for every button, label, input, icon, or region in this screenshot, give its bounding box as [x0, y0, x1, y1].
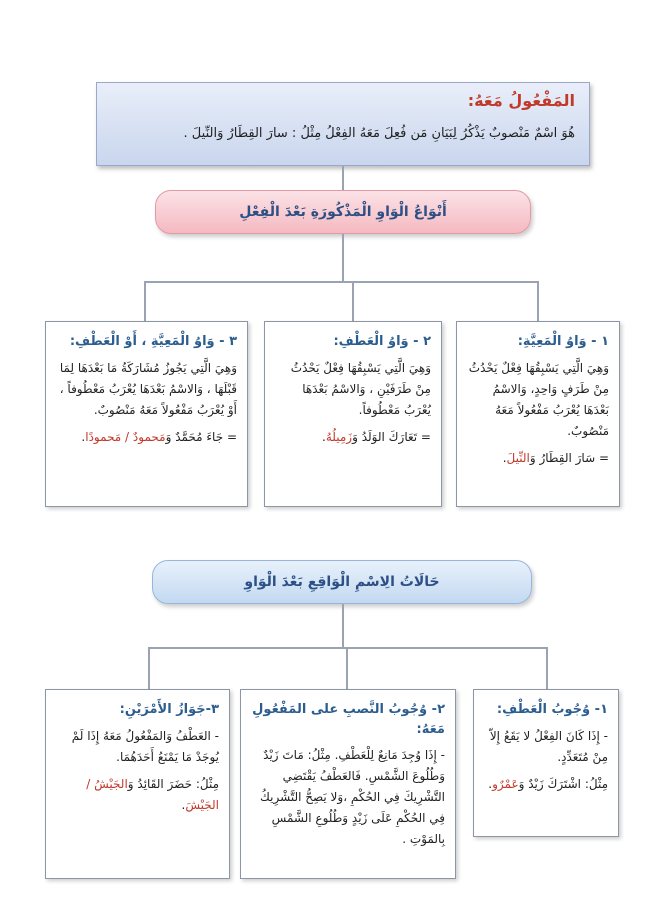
type-card-ma-iyya — [456, 321, 620, 507]
type-card-body: وَهِيَ الَّتِي يَجُوزُ مُشَارَكَةُ مَا بَعْدَهَا لِمَا قَبْلَهَا ، وَالاسْمُ بَعْدَهَا يُعْرَبُ مَعْطُوفاً ، أَوْ يُعْرَبُ مَفْعُولاً مَعَهُ مَنْصُوبٌ. — [59, 360, 237, 417]
example-text: مِثْلُ: حَضَرَ القَائِدُ وَ — [127, 776, 219, 791]
case-card-heading: ١- وُجُوبُ الْعَطْفِ: — [496, 702, 608, 717]
type-card-heading: ٣ - وَاوُ الْمَعِيَّةِ ، أَوْ الْعَطْفِ: — [69, 334, 237, 349]
type-card-heading: ٢ - وَاوُ الْعَطْفِ: — [333, 334, 431, 349]
example-end: . — [502, 450, 507, 465]
case-card-example — [56, 774, 219, 816]
title-definition: هُوَ اسْمٌ مَنْصوبٌ يَذْكُرُ لِبَيَانِ مَن فُعِلَ مَعَهُ الفِعْلُ مِثْلُ : سارَ القِطَارُ وَالنِّيلَ . — [183, 126, 575, 141]
example-end: . — [488, 776, 493, 791]
case-card-body: - إِذَا وُجِدَ مَانِعٌ لِلْعَطْفِ. مِثْلُ: مَاتَ زَيْدٌ وَطُلُوعَ الشَّمْسِ. فَالعَطْفُ يَقْتَضِي التَّشْرِيكَ فِي الحُكْمِ ،وَلا يَصِحُّ التَّشْرِيكُ فِي الحُكْمِ عَلَى زَيْدٍ وَطُلُوعِ الشَّمْسِ بِالمَوْتِ . — [260, 748, 445, 846]
example-highlight: زَمِيلُهُ — [325, 429, 353, 444]
cases-header-label: حَالَاتُ الِاسْمِ الْوَاقِعِ بَعْدَ الْوَاوِ — [244, 574, 440, 590]
example-end: . — [81, 429, 86, 444]
connector-line — [148, 647, 548, 649]
connector-line — [537, 281, 539, 321]
case-card-body: - إِذَا كَانَ الفِعْلُ لا يَقَعُ إِلاّ مِنْ مُتَعَدِّدٍ. — [489, 728, 608, 764]
example-text: مِثْلُ: اشْتَرَكَ زَيْدٌ وَ — [518, 776, 608, 791]
type-card-example — [56, 427, 237, 448]
case-card-wujub-nasb — [240, 689, 456, 879]
connector-line — [352, 281, 354, 321]
connector-line — [342, 166, 344, 190]
example-end: . — [181, 797, 186, 812]
connector-line — [546, 647, 548, 689]
connector-line — [346, 647, 348, 689]
connector-line — [342, 234, 344, 282]
type-card-ma-iyya-or-atf — [45, 321, 248, 507]
case-card-heading: ٢- وُجُوبُ النَّصبِ على المَفْعُولِ مَعَهُ: — [252, 702, 445, 737]
type-card-example — [467, 448, 609, 469]
type-card-body: وَهِيَ الَّتِي يَسْبِقُهَا فِعْلٌ يَحْدُثُ مِنْ طَرَفٍ وَاحِدٍ، وَالاسْمُ بَعْدَهَا يُعْرَبُ مَفْعُولاً مَعَهُ مَنْصُوبٌ. — [468, 360, 609, 438]
type-card-body: وَهِيَ الَّتِي يَسْبِقُهَا فِعْلٌ يَحْدُثُ مِنْ طَرَفَيْنِ ، وَالاسْمُ بَعْدَهَا يُعْرَبُ مَعْطُوفاً. — [290, 360, 431, 417]
connector-line — [144, 281, 539, 283]
example-text: = تَعَارَكَ الوَلَدُ وَ — [352, 429, 431, 444]
case-card-heading: ٣-جَوَازُ الأَمْرَيْنِ: — [119, 702, 219, 717]
example-highlight: الجَيْشُ / الجَيْشَ — [86, 776, 219, 812]
example-highlight: النِّيلَ — [506, 450, 530, 465]
types-header — [155, 190, 531, 234]
case-card-body: - العَطْفُ وَالمَفْعُولُ مَعَهُ إِذَا لَمْ يُوجَدْ مَا يَمْنَعُ أَحَدَهُمَا. — [71, 728, 219, 764]
example-highlight: مَحمودٌ / مَحمودًا — [85, 429, 166, 444]
example-text: = جَاءَ مُحَمَّدٌ وَ — [165, 429, 237, 444]
example-highlight: عَمْرٌو — [492, 776, 519, 791]
types-header-label: أَنْوَاعُ الْوَاوِ الْمَذْكُورَةِ بَعْدَ الْفِعْلِ — [239, 204, 447, 220]
case-card-example — [484, 774, 608, 795]
example-end: . — [322, 429, 326, 444]
title-box — [96, 82, 590, 166]
type-card-example — [275, 427, 431, 448]
case-card-wujub-atf — [473, 689, 619, 837]
connector-line — [342, 604, 344, 648]
example-text: = سَارَ القِطَارُ وَ — [529, 450, 609, 465]
cases-header — [152, 560, 532, 604]
type-card-atf — [264, 321, 442, 507]
type-card-heading: ١ - وَاوُ الْمَعِيَّةِ: — [517, 334, 609, 349]
case-card-jawaz — [45, 689, 230, 879]
connector-line — [148, 647, 150, 689]
connector-line — [144, 281, 146, 321]
title-heading: المَفْعُولُ مَعَهُ: — [467, 91, 575, 110]
